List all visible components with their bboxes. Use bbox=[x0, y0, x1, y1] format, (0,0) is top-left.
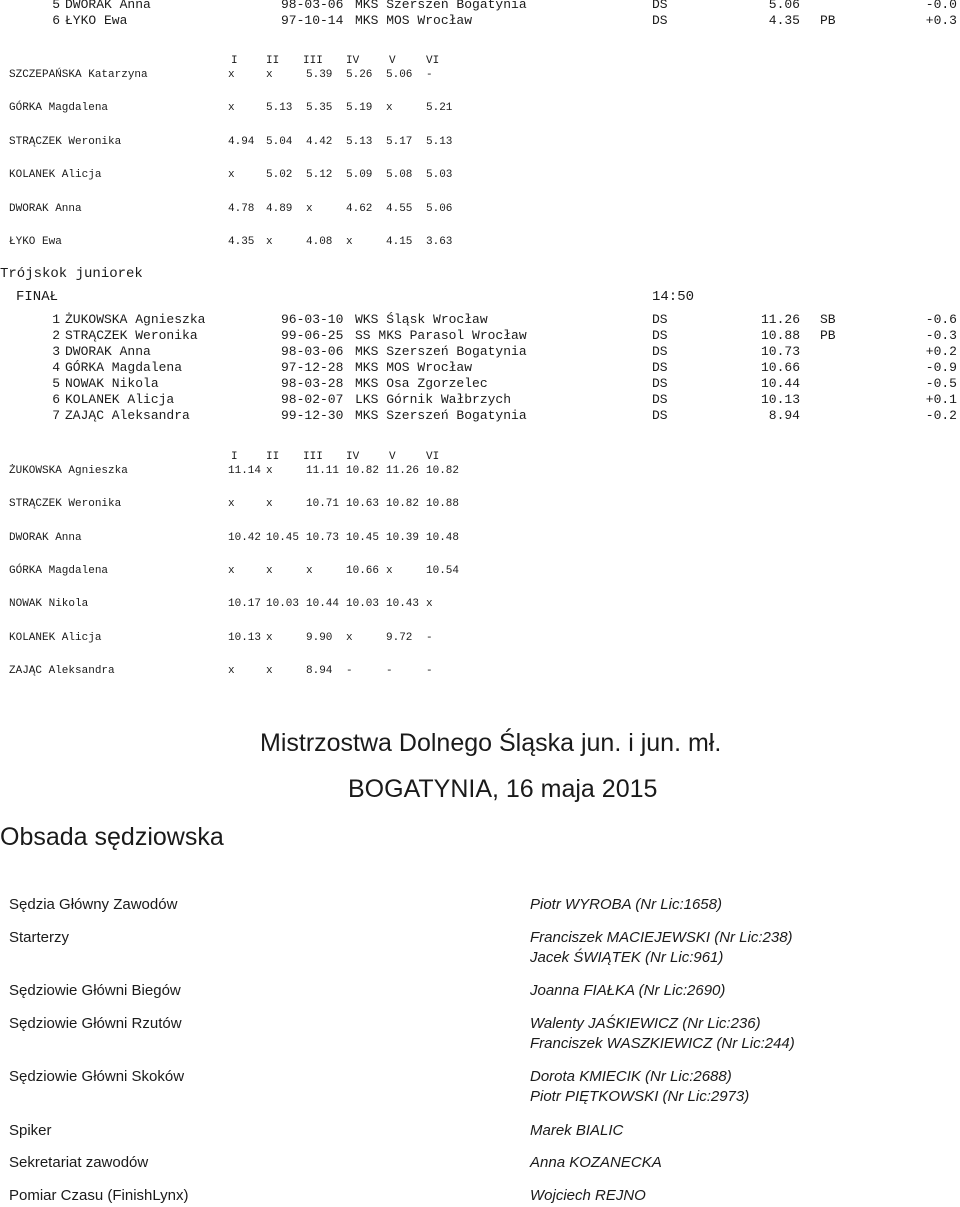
official-role: Sędziowie Główni Biegów bbox=[9, 982, 181, 999]
official-role: Sędzia Główny Zawodów bbox=[9, 896, 178, 913]
result-record: SB bbox=[820, 312, 836, 327]
result-cat: DS bbox=[652, 328, 668, 343]
attempt-3: 10.73 bbox=[306, 531, 340, 544]
attempt-5: 4.55 bbox=[386, 202, 413, 215]
result-pos: 5 bbox=[52, 376, 60, 391]
result-dob: 99-12-30 bbox=[281, 408, 344, 423]
attempt-header-1: I bbox=[231, 451, 238, 463]
result-row bbox=[0, 344, 960, 360]
official-names bbox=[530, 1067, 749, 1107]
attempt-1: 10.42 bbox=[228, 531, 262, 544]
result-result: 5.06 bbox=[768, 0, 800, 12]
result-cat: DS bbox=[652, 392, 668, 407]
attempt-header-5: V bbox=[389, 451, 396, 463]
attempt-6: x bbox=[426, 598, 433, 611]
result-pos: 6 bbox=[52, 13, 60, 28]
result-result: 8.94 bbox=[768, 408, 800, 423]
result-cat: DS bbox=[652, 13, 668, 28]
triple-jump-time: 14:50 bbox=[652, 289, 695, 305]
attempt-6: - bbox=[426, 69, 433, 81]
result-row bbox=[0, 360, 960, 376]
result-result: 10.88 bbox=[760, 328, 800, 343]
official-name: Wojciech REJNO bbox=[530, 1186, 646, 1204]
result-record: PB bbox=[820, 328, 836, 343]
result-pos: 1 bbox=[52, 312, 60, 327]
official-name: Jacek ŚWIĄTEK (Nr Lic:961) bbox=[530, 948, 724, 966]
officials-heading: Obsada sędziowska bbox=[0, 823, 224, 851]
result-wind: +0.2 bbox=[925, 344, 957, 359]
result-club: MKS Szerszeń Bogatynia bbox=[355, 344, 527, 359]
result-pos: 2 bbox=[52, 328, 60, 343]
attempt-3: 5.12 bbox=[306, 169, 333, 182]
attempt-header-6: VI bbox=[426, 451, 440, 463]
attempt-2: 5.04 bbox=[266, 135, 293, 148]
attempts-row bbox=[0, 168, 960, 182]
result-result: 10.13 bbox=[760, 392, 800, 407]
official-names bbox=[530, 928, 793, 968]
attempt-6: 10.48 bbox=[426, 531, 460, 544]
result-dob: 97-10-14 bbox=[281, 13, 344, 28]
result-dob: 98-03-06 bbox=[281, 344, 344, 359]
result-row bbox=[0, 328, 960, 344]
attempt-4: 5.09 bbox=[346, 169, 373, 182]
attempt-header-2: II bbox=[266, 451, 280, 463]
attempt-2: x bbox=[266, 631, 273, 644]
official-role: Starterzy bbox=[9, 928, 70, 946]
attempt-4: 5.19 bbox=[346, 102, 373, 115]
result-wind: +0.1 bbox=[925, 392, 957, 407]
attempt-4: 5.13 bbox=[346, 135, 373, 148]
result-club: MKS MOS Wrocław bbox=[355, 360, 473, 375]
attempts-row bbox=[0, 68, 960, 82]
attempt-3: 5.35 bbox=[306, 102, 333, 115]
result-pos: 6 bbox=[52, 392, 60, 407]
result-name: STRĄCZEK Weronika bbox=[65, 328, 198, 343]
triple-jump-stage: FINAŁ bbox=[16, 289, 59, 305]
official-name: Dorota KMIECIK (Nr Lic:2688) bbox=[530, 1068, 732, 1085]
attempt-6: 10.54 bbox=[426, 564, 460, 577]
attempt-header-4: IV bbox=[346, 451, 360, 463]
attempts-header bbox=[0, 450, 960, 464]
result-wind: -0.2 bbox=[925, 408, 957, 423]
attempt-3: 9.90 bbox=[306, 631, 333, 644]
result-cat: DS bbox=[652, 408, 668, 423]
athlete-name: STRĄCZEK Weronika bbox=[9, 135, 122, 148]
official-names bbox=[530, 1121, 623, 1141]
result-result: 11.26 bbox=[760, 312, 800, 327]
result-club: LKS Górnik Wałbrzych bbox=[355, 392, 512, 407]
result-name: ZAJĄC Aleksandra bbox=[65, 408, 190, 423]
attempt-1: x bbox=[228, 564, 235, 577]
attempt-6: - bbox=[426, 631, 433, 644]
attempt-3: 10.44 bbox=[306, 598, 340, 611]
athlete-name: ŻUKOWSKA Agnieszka bbox=[9, 465, 128, 477]
attempts-row bbox=[0, 597, 960, 611]
result-dob: 98-03-06 bbox=[281, 0, 344, 12]
official-role-row bbox=[0, 1067, 960, 1109]
official-role: Sędziowie Główni Rzutów bbox=[9, 1014, 182, 1032]
attempt-5: - bbox=[386, 664, 393, 677]
result-row bbox=[0, 408, 960, 424]
attempt-3: x bbox=[306, 564, 313, 577]
attempt-1: 4.94 bbox=[228, 135, 255, 148]
official-name: Marek BIALIC bbox=[530, 1121, 624, 1139]
official-names bbox=[530, 1153, 662, 1173]
attempt-1: 4.35 bbox=[228, 236, 255, 248]
attempt-6: 5.06 bbox=[426, 202, 453, 215]
official-role-row bbox=[0, 895, 960, 916]
result-name: ŻUKOWSKA Agnieszka bbox=[65, 312, 206, 327]
athlete-name: SZCZEPAŃSKA Katarzyna bbox=[9, 69, 148, 81]
result-dob: 98-03-28 bbox=[281, 376, 344, 391]
result-wind: +0.3 bbox=[925, 13, 957, 28]
result-record: PB bbox=[820, 13, 836, 28]
result-club: MKS Szerszeń Bogatynia bbox=[355, 408, 527, 423]
attempt-4: 10.03 bbox=[346, 598, 380, 611]
official-role: Pomiar Czasu (FinishLynx) bbox=[9, 1186, 189, 1204]
attempt-header-2: II bbox=[266, 55, 280, 67]
attempt-5: 10.43 bbox=[386, 598, 420, 611]
official-role: Spiker bbox=[9, 1121, 52, 1139]
attempt-6: 10.82 bbox=[426, 465, 460, 477]
competition-title: Mistrzostwa Dolnego Śląska jun. i jun. mł. bbox=[260, 729, 722, 757]
result-row bbox=[0, 312, 960, 328]
result-cat: DS bbox=[652, 0, 668, 12]
athlete-name: GÓRKA Magdalena bbox=[9, 564, 109, 577]
athlete-name: ZAJĄC Aleksandra bbox=[9, 664, 115, 677]
result-pos: 3 bbox=[52, 344, 60, 359]
attempt-2: x bbox=[266, 69, 273, 81]
attempt-header-6: VI bbox=[426, 55, 440, 67]
attempt-5: 4.15 bbox=[386, 236, 413, 248]
official-role: Sekretariat zawodów bbox=[9, 1154, 149, 1171]
attempt-header-5: V bbox=[389, 55, 396, 67]
result-name: DWORAK Anna bbox=[65, 344, 151, 359]
attempt-5: 9.72 bbox=[386, 631, 413, 644]
attempts-row bbox=[0, 497, 960, 511]
official-name: Anna KOZANECKA bbox=[530, 1154, 662, 1171]
result-club: WKS Śląsk Wrocław bbox=[355, 312, 488, 327]
attempt-4: x bbox=[346, 631, 353, 644]
official-names bbox=[530, 895, 722, 915]
result-row bbox=[0, 13, 960, 29]
attempt-4: 10.66 bbox=[346, 564, 380, 577]
attempt-2: x bbox=[266, 664, 273, 677]
official-name: Joanna FIAŁKA (Nr Lic:2690) bbox=[530, 982, 726, 999]
attempt-6: - bbox=[426, 664, 433, 677]
result-result: 10.66 bbox=[760, 360, 800, 375]
attempt-4: 4.62 bbox=[346, 202, 373, 215]
attempt-6: 5.21 bbox=[426, 102, 453, 115]
result-wind: -0.0 bbox=[925, 0, 957, 12]
result-row bbox=[0, 376, 960, 392]
result-dob: 97-12-28 bbox=[281, 360, 344, 375]
result-cat: DS bbox=[652, 376, 668, 391]
attempt-3: 5.39 bbox=[306, 69, 333, 81]
attempt-5: 5.06 bbox=[386, 69, 413, 81]
attempt-2: x bbox=[266, 564, 273, 577]
attempt-header-3: III bbox=[303, 55, 323, 67]
result-name: ŁYKO Ewa bbox=[65, 13, 128, 28]
result-name: DWORAK Anna bbox=[65, 0, 151, 12]
attempt-5: 10.82 bbox=[386, 498, 420, 511]
official-name: Piotr PIĘTKOWSKI (Nr Lic:2973) bbox=[530, 1088, 750, 1105]
attempts-row bbox=[0, 464, 960, 478]
attempt-1: x bbox=[228, 169, 235, 182]
result-cat: DS bbox=[652, 312, 668, 327]
result-wind: -0.9 bbox=[925, 360, 957, 375]
attempt-1: x bbox=[228, 69, 235, 81]
attempt-1: x bbox=[228, 102, 235, 115]
official-names bbox=[530, 1186, 646, 1206]
result-pos: 7 bbox=[52, 408, 60, 423]
attempt-2: x bbox=[266, 498, 273, 511]
attempt-4: 5.26 bbox=[346, 69, 373, 81]
attempt-5: 11.26 bbox=[386, 465, 420, 477]
attempts-row bbox=[0, 564, 960, 578]
result-cat: DS bbox=[652, 360, 668, 375]
result-row bbox=[0, 392, 960, 408]
attempt-5: x bbox=[386, 102, 393, 115]
official-role-row bbox=[0, 928, 960, 970]
athlete-name: GÓRKA Magdalena bbox=[9, 102, 109, 115]
result-name: KOLANEK Alicja bbox=[65, 392, 175, 407]
attempt-header-4: IV bbox=[346, 55, 360, 67]
attempts-row bbox=[0, 101, 960, 115]
result-row bbox=[0, 0, 960, 13]
attempts-header bbox=[0, 54, 960, 68]
attempt-1: x bbox=[228, 498, 235, 511]
attempt-3: 8.94 bbox=[306, 664, 333, 677]
athlete-name: KOLANEK Alicja bbox=[9, 169, 102, 182]
attempt-1: 11.14 bbox=[228, 465, 262, 477]
result-club: SS MKS Parasol Wrocław bbox=[355, 328, 527, 343]
attempt-3: 10.71 bbox=[306, 498, 340, 511]
result-club: MKS Osa Zgorzelec bbox=[355, 376, 488, 391]
result-pos: 5 bbox=[52, 0, 60, 12]
result-result: 10.44 bbox=[760, 376, 800, 391]
athlete-name: STRĄCZEK Weronika bbox=[9, 498, 122, 511]
attempts-row bbox=[0, 631, 960, 645]
official-role-row bbox=[0, 1121, 960, 1142]
attempt-2: 5.02 bbox=[266, 169, 293, 182]
athlete-name: ŁYKO Ewa bbox=[9, 236, 62, 248]
attempt-2: x bbox=[266, 236, 273, 248]
result-dob: 98-02-07 bbox=[281, 392, 344, 407]
attempts-row bbox=[0, 235, 960, 249]
attempt-5: x bbox=[386, 564, 393, 577]
official-name: Piotr WYROBA (Nr Lic:1658) bbox=[530, 896, 722, 913]
result-wind: -0.3 bbox=[925, 328, 957, 343]
attempt-3: 11.11 bbox=[306, 465, 340, 477]
result-dob: 96-03-10 bbox=[281, 312, 344, 327]
result-wind: -0.6 bbox=[925, 312, 957, 327]
result-name: NOWAK Nikola bbox=[65, 376, 159, 391]
attempt-2: 10.45 bbox=[266, 531, 300, 544]
result-club: MKS Szerszeń Bogatynia bbox=[355, 0, 527, 12]
attempt-header-1: I bbox=[231, 55, 238, 67]
official-role-row bbox=[0, 981, 960, 1002]
attempt-3: x bbox=[306, 202, 313, 215]
athlete-name: KOLANEK Alicja bbox=[9, 631, 102, 644]
result-result: 10.73 bbox=[760, 344, 800, 359]
result-result: 4.35 bbox=[768, 13, 800, 28]
official-role-row bbox=[0, 1153, 960, 1174]
attempt-1: 10.13 bbox=[228, 631, 262, 644]
attempt-4: x bbox=[346, 236, 353, 248]
result-name: GÓRKA Magdalena bbox=[65, 360, 183, 375]
attempt-1: 10.17 bbox=[228, 598, 262, 611]
official-name: Franciszek MACIEJEWSKI (Nr Lic:238) bbox=[530, 928, 793, 946]
result-cat: DS bbox=[652, 344, 668, 359]
result-dob: 99-06-25 bbox=[281, 328, 344, 343]
attempt-header-3: III bbox=[303, 451, 323, 463]
attempts-row bbox=[0, 202, 960, 216]
official-role-row bbox=[0, 1014, 960, 1056]
attempt-4: - bbox=[346, 664, 353, 677]
attempt-6: 5.03 bbox=[426, 169, 453, 182]
attempt-3: 4.08 bbox=[306, 236, 333, 248]
official-role: Sędziowie Główni Skoków bbox=[9, 1068, 185, 1085]
attempt-4: 10.45 bbox=[346, 531, 380, 544]
official-role-row bbox=[0, 1186, 960, 1207]
attempt-1: x bbox=[228, 664, 235, 677]
result-pos: 4 bbox=[52, 360, 60, 375]
attempt-5: 10.39 bbox=[386, 531, 420, 544]
result-club: MKS MOS Wrocław bbox=[355, 13, 473, 28]
attempt-4: 10.63 bbox=[346, 498, 380, 511]
attempt-4: 10.82 bbox=[346, 465, 380, 477]
attempt-2: 10.03 bbox=[266, 598, 300, 611]
attempt-3: 4.42 bbox=[306, 135, 333, 148]
attempt-2: 4.89 bbox=[266, 202, 293, 215]
official-name: Franciszek WASZKIEWICZ (Nr Lic:244) bbox=[530, 1034, 795, 1052]
attempt-2: x bbox=[266, 465, 273, 477]
attempt-5: 5.17 bbox=[386, 135, 413, 148]
attempt-6: 5.13 bbox=[426, 135, 453, 148]
attempt-1: 4.78 bbox=[228, 202, 255, 215]
attempt-2: 5.13 bbox=[266, 102, 293, 115]
attempt-6: 3.63 bbox=[426, 236, 453, 248]
attempt-5: 5.08 bbox=[386, 169, 413, 182]
attempts-row bbox=[0, 135, 960, 149]
attempt-6: 10.88 bbox=[426, 498, 460, 511]
competition-date-location: BOGATYNIA, 16 maja 2015 bbox=[348, 775, 658, 803]
official-name: Walenty JAŚKIEWICZ (Nr Lic:236) bbox=[530, 1014, 761, 1032]
attempts-row bbox=[0, 664, 960, 678]
athlete-name: DWORAK Anna bbox=[9, 531, 82, 544]
athlete-name: NOWAK Nikola bbox=[9, 598, 89, 611]
result-wind: -0.5 bbox=[925, 376, 957, 391]
athlete-name: DWORAK Anna bbox=[9, 202, 82, 215]
official-names bbox=[530, 1014, 795, 1054]
attempts-row bbox=[0, 531, 960, 545]
official-names bbox=[530, 981, 725, 1001]
triple-jump-title: Trójskok juniorek bbox=[0, 266, 143, 282]
